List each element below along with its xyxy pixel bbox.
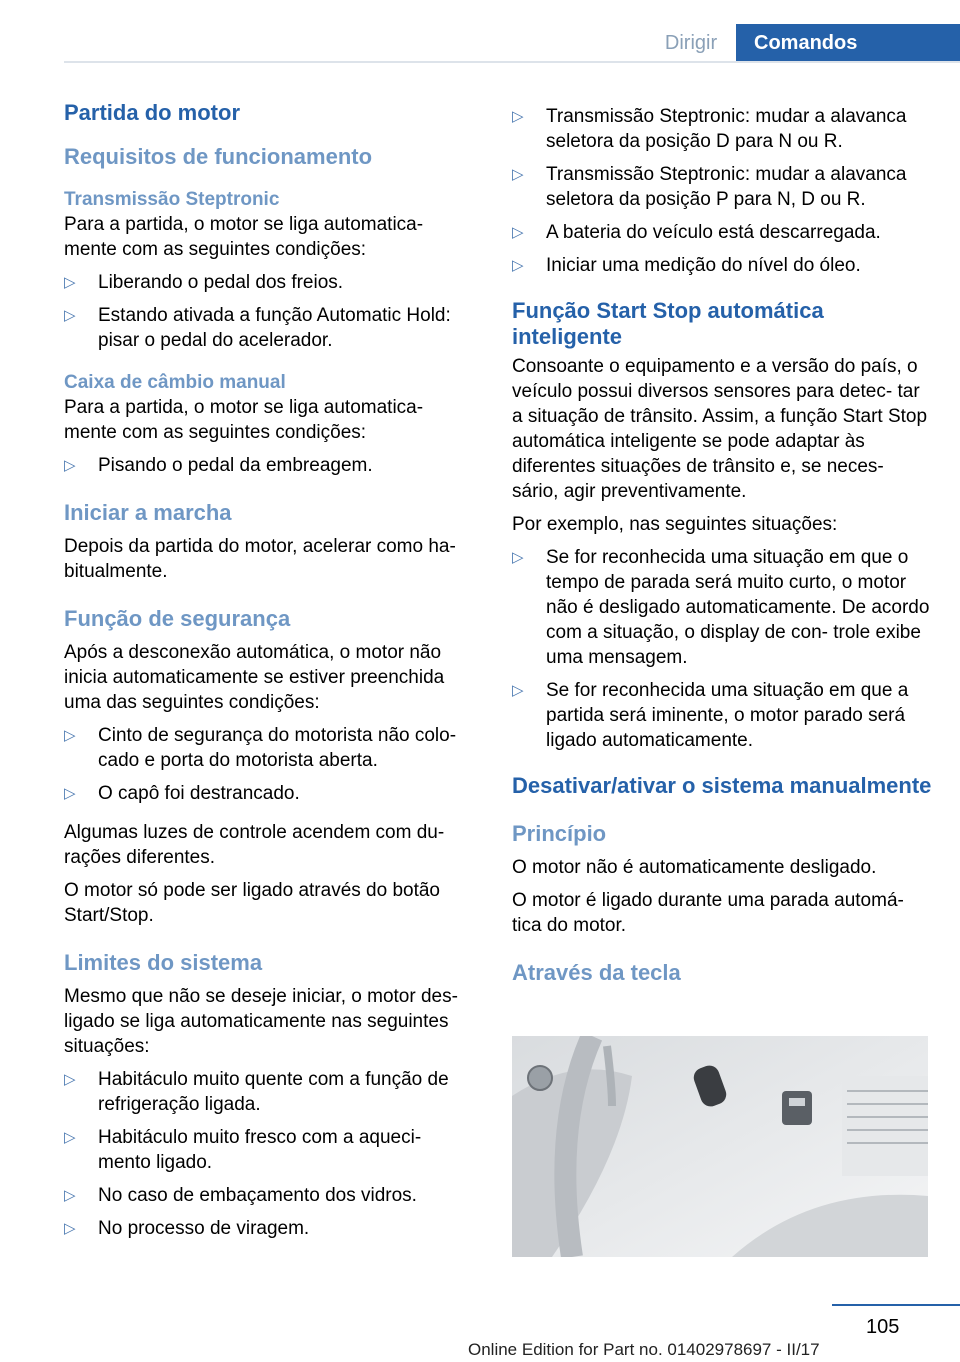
heading-manual-gearbox: Caixa de câmbio manual [64,372,286,393]
heading-system-limits: Limites do sistema [64,950,263,975]
limits-text: Mesmo que não se deseje iniciar, o motor des- ligado se liga automaticamente nas seguintes situações: [64,986,458,1057]
page-number: 105 [866,1316,900,1338]
manual-text: Para a partida, o motor se liga automatica- mente com as seguintes condições: [64,397,424,443]
safety-paragraph-2: Algumas luzes de controle acendem com du- rações diferentes. [64,822,445,868]
triangle-bullet-icon: ▷ [64,785,76,802]
list-item: ▷ Habitáculo muito quente com a função de refrigeração ligada. [64,1069,449,1115]
triangle-bullet-icon: ▷ [64,307,76,324]
heading-steptronic: Transmissão Steptronic [64,189,280,210]
smart-text-2: Por exemplo, nas seguintes situações: [512,514,838,535]
heading-via-button: Através da tecla [512,960,681,985]
triangle-bullet-icon: ▷ [64,274,76,291]
list-item: ▷ Cinto de segurança do motorista não colo- cado e porta do motorista aberta. [64,725,457,771]
triangle-bullet-icon: ▷ [64,1129,76,1146]
list-item: ▷ Transmissão Steptronic: mudar a alavanca seletora da posição P para N, D ou R. [512,164,907,210]
section-title-smart-start-stop: Função Start Stop automática inteligente [512,298,824,349]
list-item: ▷ Se for reconhecida uma situação em que a partida será iminente, o motor parado será ligado automaticamente. [512,680,909,751]
manual-list [64,453,479,478]
list-item: ▷ No caso de embaçamento dos vidros. [64,1185,417,1206]
list-item: ▷ Habitáculo muito fresco com a aqueci- mento ligado. [64,1127,422,1173]
list-item: ▷ Iniciar uma medição do nível do óleo. [512,255,861,276]
smart-list [512,545,932,753]
triangle-bullet-icon: ▷ [64,457,76,474]
march-text: Depois da partida do motor, acelerar como ha- bitualmente. [64,536,456,582]
smart-text: Consoante o equipamento e a versão do país, o veículo possui diversos sensores para detec- tar a situação de trânsito. Assim, a função Start Stop automática inteligente se pode adaptar às diferentes situações de trânsito e, se neces- sário, agir preventivamente. [512,356,928,502]
triangle-bullet-icon: ▷ [512,549,524,566]
steptronic-list [64,270,479,353]
limits-list [64,1067,479,1241]
heading-principle: Princípio [512,821,607,846]
principle-paragraph-1: O motor não é automaticamente desligado. [512,857,877,878]
list-item: ▷ Se for reconhecida uma situação em que o tempo de parada será muito curto, o motor não é desligado automaticamente. De acordo com a situação, o display de con- trole exibe uma mensagem. [512,547,930,668]
triangle-bullet-icon: ▷ [512,166,524,183]
triangle-bullet-icon: ▷ [512,108,524,125]
safety-list [64,723,479,806]
list-item: ▷ A bateria do veículo está descarregada. [512,222,881,243]
left-column [64,100,479,1255]
tab-comandos[interactable]: Comandos [736,24,960,62]
page-header [0,0,960,62]
section-title-manual-toggle: Desativar/ativar o sistema manualmente [512,773,932,798]
safety-text: Após a desconexão automática, o motor não inicia automaticamente se estiver preenchida uma das seguintes condições: [64,642,445,713]
list-item: ▷ Liberando o pedal dos freios. [64,272,344,293]
triangle-bullet-icon: ▷ [512,682,524,699]
steptronic-text: Para a partida, o motor se liga automatica- mente com as seguintes condições: [64,214,424,260]
limits-list-continued [512,104,932,278]
triangle-bullet-icon: ▷ [64,1071,76,1088]
edition-text: Online Edition for Part no. 01402978697 - II/17 [468,1340,820,1359]
safety-paragraph-3: O motor só pode ser ligado através do botão Start/Stop. [64,880,441,926]
heading-requirements: Requisitos de funcionamento [64,144,373,169]
triangle-bullet-icon: ▷ [512,224,524,241]
car-interior-photo [512,1036,928,1257]
heading-start-driving: Iniciar a marcha [64,500,232,525]
right-column [512,100,932,994]
list-item: ▷ Estando ativada a função Automatic Hold: pisar o pedal do acelerador. [64,305,451,351]
heading-safety-function: Função de segurança [64,606,291,631]
list-item: ▷ Pisando o pedal da embreagem. [64,455,373,476]
header-divider [64,61,960,63]
triangle-bullet-icon: ▷ [64,1187,76,1204]
footer-divider [832,1304,960,1306]
list-item: ▷ Transmissão Steptronic: mudar a alavanca seletora da posição D para N ou R. [512,106,907,152]
triangle-bullet-icon: ▷ [64,1220,76,1237]
triangle-bullet-icon: ▷ [64,727,76,744]
tab-dirigir[interactable]: Dirigir [664,32,718,54]
principle-paragraph-2: O motor é ligado durante uma parada automá- tica do motor. [512,890,904,936]
list-item: ▷ No processo de viragem. [64,1218,310,1239]
triangle-bullet-icon: ▷ [512,257,524,274]
section-title-engine-start: Partida do motor [64,100,241,125]
list-item: ▷ O capô foi destrancado. [64,783,300,804]
